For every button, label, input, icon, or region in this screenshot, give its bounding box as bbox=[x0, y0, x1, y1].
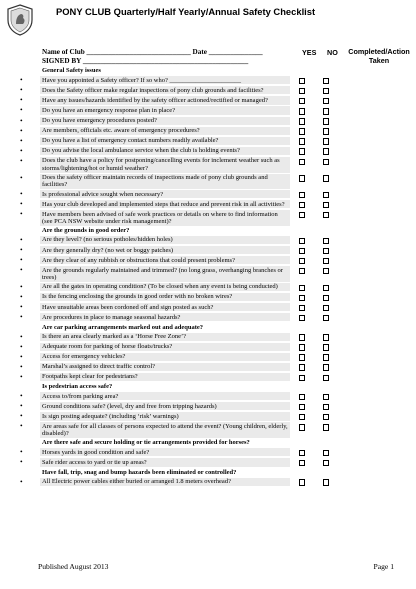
bullet: • bbox=[20, 75, 23, 85]
question-text: Do you have emergency procedures posted? bbox=[40, 117, 290, 126]
question-text: Does the Safety officer make regular inspections of pony club grounds and facilities? bbox=[40, 86, 290, 95]
checklist-row bbox=[18, 246, 402, 256]
yes-checkbox[interactable] bbox=[299, 460, 306, 467]
yes-checkbox[interactable] bbox=[299, 192, 306, 199]
question-text: Does the club have a policy for postponing/cancelling events for inclement weather such as storms/lightening/hot or humid weather? bbox=[40, 157, 290, 174]
page-number: Page 1 bbox=[373, 562, 394, 571]
question-text: Are they level? (no serious potholes/hidden holes) bbox=[40, 236, 290, 245]
no-checkbox[interactable] bbox=[323, 128, 330, 135]
question-text: Are members, officials etc. aware of emergency procedures? bbox=[40, 127, 290, 136]
no-checkbox[interactable] bbox=[323, 108, 330, 115]
yes-checkbox[interactable] bbox=[299, 295, 306, 302]
question-text: Do you advise the local ambulance service when the club is holding events? bbox=[40, 147, 290, 156]
no-checkbox[interactable] bbox=[323, 138, 330, 145]
question-text: Is professional advice sought when necessary? bbox=[40, 190, 290, 199]
question-text: Do you have a list of emergency contact numbers readily available? bbox=[40, 137, 290, 146]
checklist-row bbox=[18, 157, 402, 174]
bullet: • bbox=[20, 189, 23, 199]
yes-checkbox[interactable] bbox=[299, 315, 306, 322]
yes-checkbox[interactable] bbox=[299, 394, 306, 401]
no-checkbox[interactable] bbox=[323, 295, 330, 302]
bullet: • bbox=[20, 155, 23, 165]
yes-checkbox[interactable] bbox=[299, 404, 306, 411]
no-checkbox[interactable] bbox=[323, 315, 330, 322]
no-checkbox[interactable] bbox=[323, 212, 330, 219]
checklist-row bbox=[18, 448, 402, 458]
checklist-row bbox=[18, 190, 402, 200]
bullet: • bbox=[20, 145, 23, 155]
no-checkbox[interactable] bbox=[323, 424, 330, 431]
checklist-row bbox=[18, 147, 402, 157]
checklist-row bbox=[18, 256, 402, 266]
section-heading bbox=[18, 383, 402, 392]
question-text: Have unsuitable areas been cordoned off and sign posted as such? bbox=[40, 303, 290, 312]
bullet: • bbox=[20, 476, 23, 486]
no-checkbox[interactable] bbox=[323, 192, 330, 199]
question-text: Is sign posting adequate? (including ‘risk’ warnings) bbox=[40, 412, 290, 421]
no-checkbox[interactable] bbox=[323, 364, 330, 371]
no-column-header: NO bbox=[327, 48, 338, 57]
question-text: Has your club developed and implemented steps that reduce and prevent risk in all activities? bbox=[40, 200, 290, 209]
bullet: • bbox=[20, 85, 23, 95]
no-checkbox[interactable] bbox=[323, 148, 330, 155]
checklist-row bbox=[18, 96, 402, 106]
yes-checkbox[interactable] bbox=[299, 148, 306, 155]
yes-checkbox[interactable] bbox=[299, 258, 306, 265]
yes-checkbox[interactable] bbox=[299, 159, 306, 166]
question-text: Is the fencing enclosing the grounds in good order with no broken wires? bbox=[40, 293, 290, 302]
bullet: • bbox=[20, 95, 23, 105]
bullet: • bbox=[20, 199, 23, 209]
bullet: • bbox=[20, 115, 23, 125]
question-text: Access for emergency vehicles? bbox=[40, 353, 290, 362]
checklist-row bbox=[18, 137, 402, 147]
checklist-row bbox=[18, 210, 402, 227]
yes-checkbox[interactable] bbox=[299, 424, 306, 431]
no-checkbox[interactable] bbox=[323, 354, 330, 361]
question-text: Are the grounds regularly maintained and trimmed? (no long grass, overhanging branches or trees) bbox=[40, 266, 290, 283]
checklist-row bbox=[18, 174, 402, 191]
checklist-row bbox=[18, 117, 402, 127]
question-text: Have any issues/hazards identified by the safety officer actioned/rectified or managed? bbox=[40, 96, 290, 105]
section-heading bbox=[18, 323, 402, 332]
checklist-row bbox=[18, 478, 402, 488]
yes-checkbox[interactable] bbox=[299, 88, 306, 95]
checklist-row bbox=[18, 343, 402, 353]
yes-checkbox[interactable] bbox=[299, 334, 306, 341]
page-title: PONY CLUB Quarterly/Half Yearly/Annual Safety Checklist bbox=[56, 6, 316, 17]
no-checkbox[interactable] bbox=[323, 334, 330, 341]
checklist-row bbox=[18, 353, 402, 363]
bullet: • bbox=[20, 401, 23, 411]
checklist-row bbox=[18, 458, 402, 468]
signed-by-line: SIGNED BY ______________________________________________ bbox=[42, 56, 249, 65]
checklist-row bbox=[18, 392, 402, 402]
yes-checkbox[interactable] bbox=[299, 414, 306, 421]
section-general-safety: General Safety issues bbox=[40, 67, 290, 76]
no-checkbox[interactable] bbox=[323, 414, 330, 421]
section-heading bbox=[18, 439, 402, 448]
question-text: Adequate room for parking of horse floats/trucks? bbox=[40, 343, 290, 352]
section-heading bbox=[18, 227, 402, 236]
yes-checkbox[interactable] bbox=[299, 202, 306, 209]
bullet: • bbox=[20, 209, 23, 219]
bullet: • bbox=[20, 361, 23, 371]
yes-checkbox[interactable] bbox=[299, 118, 306, 125]
question-text: Are procedures in place to manage seasonal hazards? bbox=[40, 313, 290, 322]
no-checkbox[interactable] bbox=[323, 344, 330, 351]
checklist-row bbox=[18, 333, 402, 343]
question-text: Are all the gates in operating condition? (To be closed when any event is being conducted) bbox=[40, 283, 290, 292]
question-text: Have members been advised of safe work practices or details on where to find information (see PCA NSW website under risk management)? bbox=[40, 210, 290, 227]
bullet: • bbox=[20, 235, 23, 245]
bullet: • bbox=[20, 172, 23, 182]
question-text: Have you appointed a Safety officer? If so who? ______________________ bbox=[40, 76, 290, 85]
checklist-row bbox=[18, 86, 402, 96]
bullet: • bbox=[20, 281, 23, 291]
yes-checkbox[interactable] bbox=[299, 479, 306, 486]
section-heading bbox=[18, 468, 402, 477]
bullet: • bbox=[20, 371, 23, 381]
safety-checklist-table bbox=[18, 67, 402, 488]
yes-checkbox[interactable] bbox=[299, 248, 306, 255]
question-text: Does the safety officer maintain records of inspections made of pony club grounds and facilities? bbox=[40, 174, 290, 191]
bullet: • bbox=[20, 421, 23, 431]
no-checkbox[interactable] bbox=[323, 88, 330, 95]
no-checkbox[interactable] bbox=[323, 394, 330, 401]
no-checkbox[interactable] bbox=[323, 175, 330, 182]
bullet: • bbox=[20, 312, 23, 322]
yes-checkbox[interactable] bbox=[299, 108, 306, 115]
yes-checkbox[interactable] bbox=[299, 175, 306, 182]
yes-checkbox[interactable] bbox=[299, 450, 306, 457]
section-title: Are there safe and secure holding or tie arrangements provided for horses? bbox=[40, 439, 290, 448]
no-checkbox[interactable] bbox=[323, 98, 330, 105]
bullet: • bbox=[20, 125, 23, 135]
no-checkbox[interactable] bbox=[323, 450, 330, 457]
section-title: Are car parking arrangements marked out and adequate? bbox=[40, 323, 290, 332]
checklist-row bbox=[18, 127, 402, 137]
yes-checkbox[interactable] bbox=[299, 128, 306, 135]
club-name-date-line: Name of Club _____________________________ Date _______________ bbox=[42, 48, 263, 56]
yes-checkbox[interactable] bbox=[299, 344, 306, 351]
checklist-row bbox=[18, 200, 402, 210]
checklist-row bbox=[18, 363, 402, 373]
yes-checkbox[interactable] bbox=[299, 78, 306, 85]
bullet: • bbox=[20, 292, 23, 302]
no-checkbox[interactable] bbox=[323, 305, 330, 312]
question-text: Horses yards in good condition and safe? bbox=[40, 448, 290, 457]
yes-checkbox[interactable] bbox=[299, 238, 306, 245]
checklist-row bbox=[18, 422, 402, 439]
bullet: • bbox=[20, 255, 23, 265]
yes-checkbox[interactable] bbox=[299, 212, 306, 219]
checklist-row bbox=[18, 303, 402, 313]
pony-club-logo bbox=[6, 4, 34, 36]
section-title: Have fall, trip, snag and bump hazards been eliminated or controlled? bbox=[40, 468, 290, 477]
question-text: Is there an area clearly marked as a ‘Horse Free Zone’? bbox=[40, 333, 290, 342]
checklist-row bbox=[18, 293, 402, 303]
yes-checkbox[interactable] bbox=[299, 375, 306, 382]
question-text: Safe rider access to yard or tie up areas? bbox=[40, 458, 290, 467]
section-title: Is pedestrian access safe? bbox=[40, 383, 290, 392]
question-text: Footpaths kept clear for pedestrians? bbox=[40, 373, 290, 382]
no-checkbox[interactable] bbox=[323, 248, 330, 255]
published-date: Published August 2013 bbox=[38, 562, 109, 571]
bullet: • bbox=[20, 457, 23, 467]
checklist-row bbox=[18, 76, 402, 86]
checklist-header bbox=[30, 48, 410, 68]
no-checkbox[interactable] bbox=[323, 285, 330, 292]
bullet: • bbox=[20, 411, 23, 421]
question-text: Are they clear of any rubbish or obstructions that could present problems? bbox=[40, 256, 290, 265]
question-text: Are they generally dry? (no wet or boggy patches) bbox=[40, 246, 290, 255]
yes-checkbox[interactable] bbox=[299, 138, 306, 145]
bullet: • bbox=[20, 447, 23, 457]
bullet: • bbox=[20, 245, 23, 255]
no-checkbox[interactable] bbox=[323, 479, 330, 486]
question-text: Ground conditions safe? (level, dry and free from tripping hazards) bbox=[40, 402, 290, 411]
no-checkbox[interactable] bbox=[323, 258, 330, 265]
club-details bbox=[42, 48, 263, 65]
bullet: • bbox=[20, 265, 23, 275]
checklist-row bbox=[18, 236, 402, 246]
section-title: Are the grounds in good order? bbox=[40, 227, 290, 236]
checklist-row bbox=[18, 412, 402, 422]
no-checkbox[interactable] bbox=[323, 78, 330, 85]
yes-checkbox[interactable] bbox=[299, 268, 306, 275]
yes-checkbox[interactable] bbox=[299, 285, 306, 292]
yes-checkbox[interactable] bbox=[299, 305, 306, 312]
completed-action-column-header: Completed/Action Taken bbox=[348, 47, 410, 65]
no-checkbox[interactable] bbox=[323, 159, 330, 166]
yes-checkbox[interactable] bbox=[299, 364, 306, 371]
checklist-row bbox=[18, 266, 402, 283]
checklist-row bbox=[18, 373, 402, 383]
bullet: • bbox=[20, 391, 23, 401]
bullet: • bbox=[20, 351, 23, 361]
question-text: Do you have an emergency response plan in place? bbox=[40, 106, 290, 115]
bullet: • bbox=[20, 302, 23, 312]
yes-checkbox[interactable] bbox=[299, 354, 306, 361]
bullet: • bbox=[20, 331, 23, 341]
yes-column-header: YES bbox=[302, 48, 317, 57]
checklist-row bbox=[18, 106, 402, 116]
section-heading bbox=[18, 67, 402, 76]
no-checkbox[interactable] bbox=[323, 404, 330, 411]
question-text: Marshal’s assigned to direct traffic control? bbox=[40, 363, 290, 372]
question-text: Are areas safe for all classes of persons expected to attend the event? (Young children, elderly, disabled)? bbox=[40, 422, 290, 439]
no-checkbox[interactable] bbox=[323, 238, 330, 245]
bullet: • bbox=[20, 105, 23, 115]
question-text: All Electric power cables either buried or arranged 1.8 meters overhead? bbox=[40, 478, 290, 487]
no-checkbox[interactable] bbox=[323, 268, 330, 275]
no-checkbox[interactable] bbox=[323, 460, 330, 467]
yes-checkbox[interactable] bbox=[299, 98, 306, 105]
question-text: Access to/from parking area? bbox=[40, 392, 290, 401]
bullet: • bbox=[20, 341, 23, 351]
checklist-row bbox=[18, 283, 402, 293]
checklist-row bbox=[18, 313, 402, 323]
checklist-row bbox=[18, 402, 402, 412]
no-checkbox[interactable] bbox=[323, 118, 330, 125]
no-checkbox[interactable] bbox=[323, 375, 330, 382]
bullet: • bbox=[20, 135, 23, 145]
no-checkbox[interactable] bbox=[323, 202, 330, 209]
